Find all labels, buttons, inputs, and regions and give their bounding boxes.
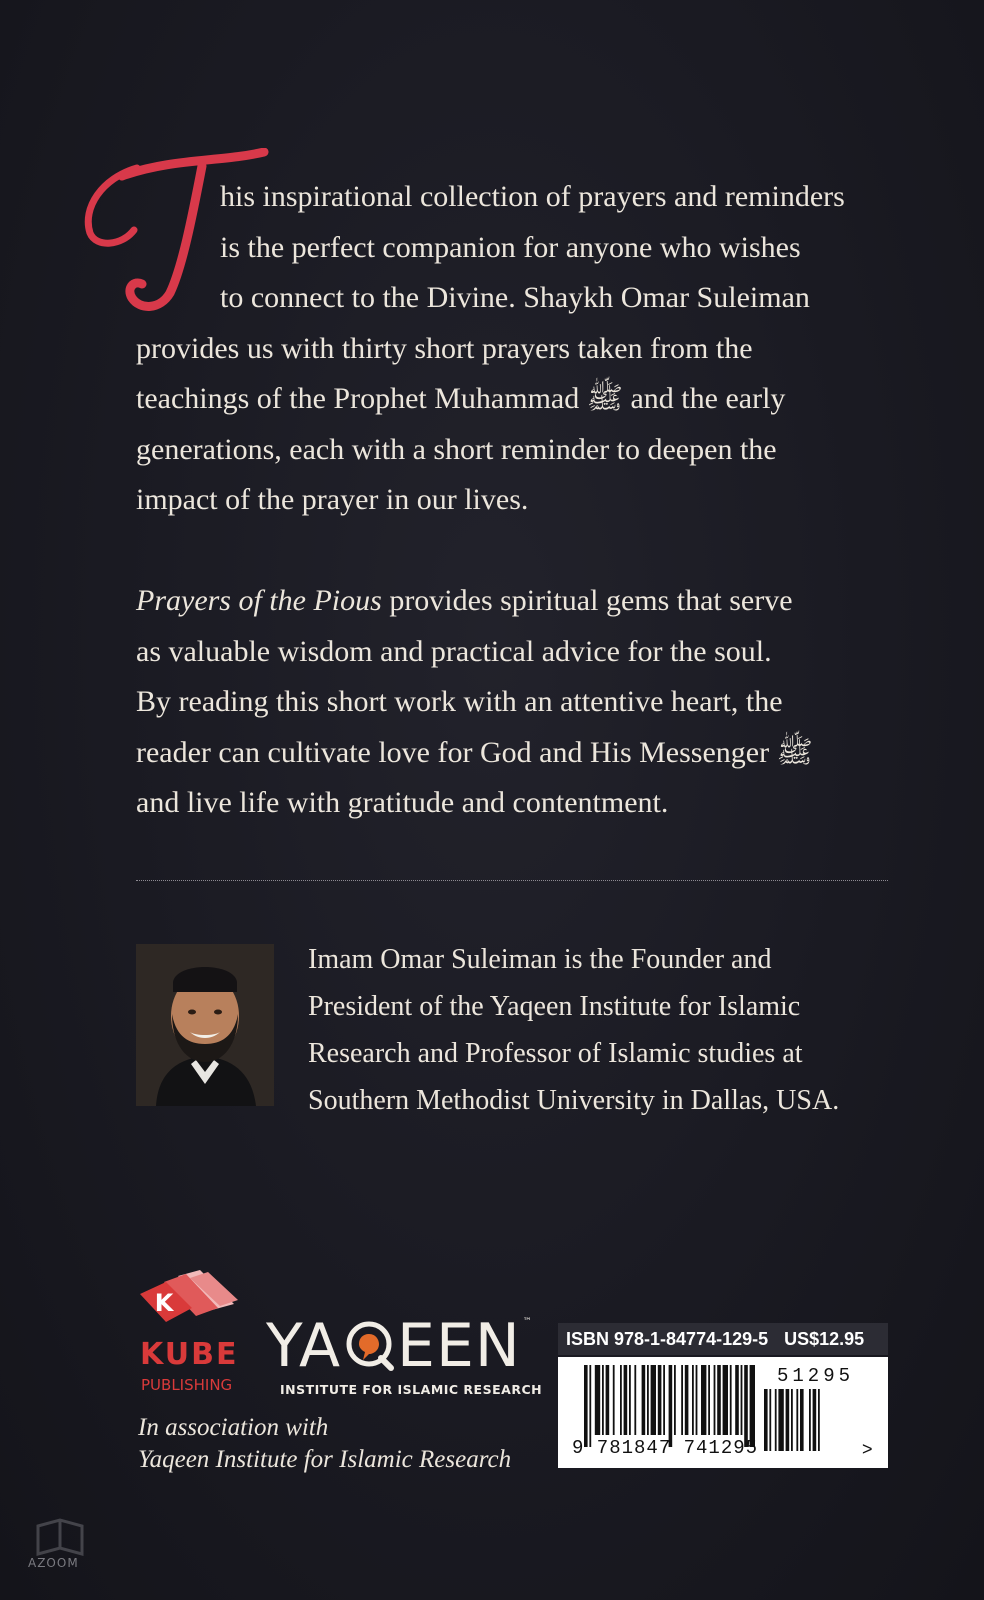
barcode-bar [685, 1365, 689, 1435]
barcode-bar [658, 1365, 662, 1435]
barcode-bar [735, 1365, 739, 1435]
barcode-bar [602, 1365, 604, 1435]
dotted-divider [136, 880, 888, 881]
blurb-line: and live life with gratitude and contentment. [136, 786, 669, 819]
bio-line: Southern Methodist University in Dallas, USA. [308, 1085, 840, 1116]
blurb-line: is the perfect companion for anyone who wishes [220, 230, 801, 264]
kube-mark-letter: K [154, 1289, 174, 1317]
barcode-bar [606, 1365, 610, 1435]
barcode-addon-bar [800, 1389, 804, 1451]
yaqeen-word-end: EEN [397, 1311, 521, 1381]
blurb-line: his inspirational collection of prayers and reminders [220, 180, 845, 213]
barcode-bar [651, 1365, 656, 1435]
association-note [138, 1412, 511, 1476]
barcode-bar [750, 1365, 755, 1447]
trademark-symbol: ™ [522, 1317, 533, 1327]
barcode-bar [595, 1365, 600, 1435]
barcode-addon-bar [791, 1389, 793, 1451]
association-line: Yaqeen Institute for Islamic Research [138, 1446, 512, 1473]
barcode [558, 1357, 888, 1468]
barcode-bar [624, 1365, 628, 1435]
blurb-paragraph-2 [136, 576, 888, 829]
barcode-addon-bar [769, 1389, 771, 1451]
blurb-line: generations, each with a short reminder to deepen the [136, 432, 777, 466]
barcode-bar [642, 1365, 646, 1435]
blurb-line: By reading this short work with an attentive heart, the [136, 685, 783, 718]
blurb-paragraph-1 [136, 172, 888, 526]
barcode-bar [674, 1365, 676, 1435]
barcode-bar [692, 1365, 694, 1435]
barcode-bar [663, 1365, 665, 1435]
barcode-addon-bar [796, 1389, 798, 1451]
book-title-italic: Prayers of the Pious [136, 584, 382, 617]
barcode-addon-bar [809, 1389, 811, 1451]
blurb-line: reader can cultivate love for God and His Messenger ﷺ [136, 735, 813, 769]
bio-line: Research and Professor of Islamic studies at [308, 1038, 803, 1069]
barcode-bar [701, 1365, 706, 1435]
barcode-bar [723, 1365, 728, 1435]
barcode-addon-bar [818, 1389, 820, 1451]
price-text: US$12.95 [784, 1329, 865, 1349]
kube-subtitle: PUBLISHING [141, 1376, 233, 1394]
barcode-bar [629, 1365, 631, 1435]
barcode-bar [730, 1365, 732, 1435]
bio-line: Imam Omar Suleiman is the Founder and [308, 944, 772, 975]
yaqeen-wordmark [266, 1311, 533, 1381]
barcode-bar [669, 1365, 673, 1447]
barcode-addon-bar [786, 1389, 790, 1451]
author-photo [136, 944, 274, 1106]
barcode-bar [584, 1365, 588, 1447]
barcode-addon-bar [764, 1389, 768, 1451]
barcode-bar [634, 1365, 636, 1435]
bio-line: President of the Yaqeen Institute for Islamic [308, 991, 801, 1022]
barcode-bar [741, 1365, 743, 1435]
barcode-bar [696, 1365, 698, 1435]
barcode-bar [708, 1365, 710, 1435]
kube-wordmark: KUBE [140, 1337, 239, 1372]
yaqeen-q-icon [343, 1320, 395, 1372]
barcode-bar [647, 1365, 649, 1435]
barcode-addon-bar [813, 1389, 817, 1451]
barcode-bar [717, 1365, 721, 1435]
barcode-addon-bar [778, 1389, 783, 1451]
barcode-bar [589, 1365, 591, 1447]
barcode-bar [613, 1365, 615, 1435]
blurb-line: teachings of the Prophet Muhammad ﷺ and the early [136, 382, 786, 415]
author-bio [308, 936, 888, 1124]
barcode-digits: 9 781847 741295 [572, 1437, 759, 1459]
blurb-line: impact of the prayer in our lives. [136, 483, 529, 516]
association-line: In association with [138, 1414, 329, 1441]
watermark-text: AZOOM [28, 1556, 79, 1570]
barcode-bar [620, 1365, 622, 1435]
blurb-line-rest: provides spiritual gems that serve [381, 584, 793, 617]
barcode-bar [744, 1365, 748, 1447]
yaqeen-subtitle: INSTITUTE FOR ISLAMIC RESEARCH [280, 1382, 543, 1397]
isbn-text: ISBN 978-1-84774-129-5 [566, 1329, 769, 1349]
barcode-bar [681, 1365, 683, 1435]
kube-logo-icon [138, 1268, 248, 1324]
blurb-line: provides us with thirty short prayers taken from the [136, 331, 753, 365]
barcode-addon-digits: 51295 [777, 1365, 855, 1387]
barcode-addon-bar [775, 1389, 777, 1451]
barcode-bar [714, 1365, 716, 1435]
blurb-line [136, 576, 888, 627]
blurb-line: to connect to the Divine. Shaykh Omar Suleiman [220, 281, 810, 314]
isbn-price-bar [558, 1323, 888, 1355]
barcode-arrow: > [862, 1439, 873, 1459]
yaqeen-word-start: YA [266, 1311, 342, 1381]
blurb-line: as valuable wisdom and practical advice for the soul. [136, 634, 772, 668]
